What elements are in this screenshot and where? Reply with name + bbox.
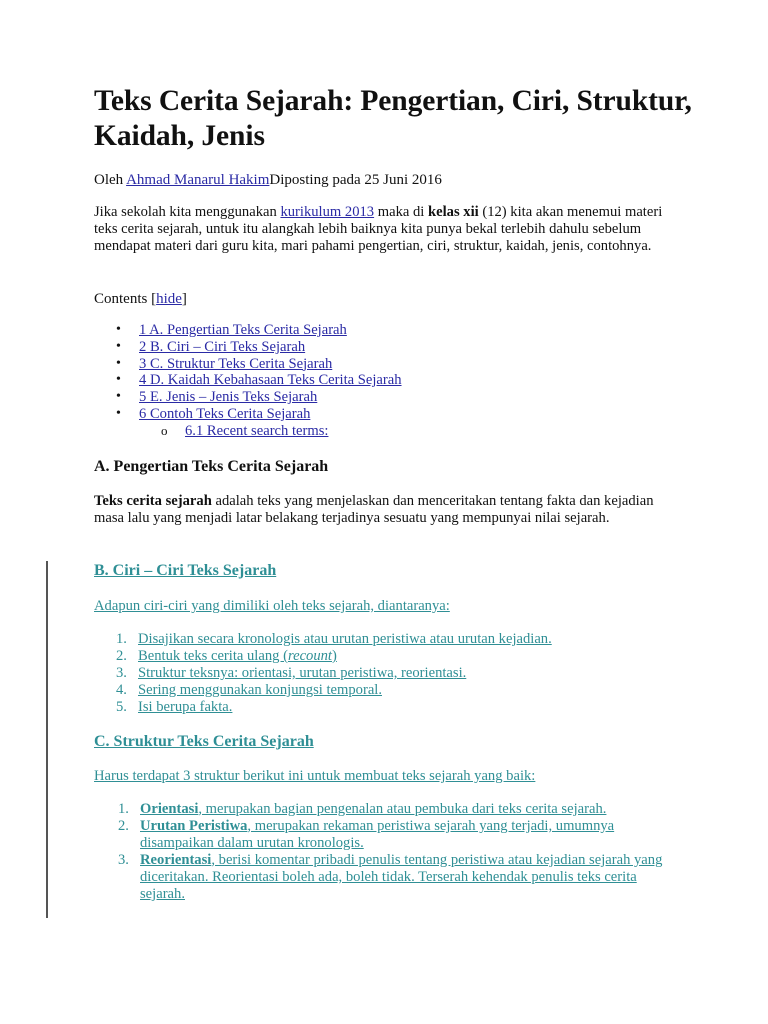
item-number: 1. (118, 801, 129, 817)
toc-link-2[interactable]: 2 B. Ciri – Ciri Teks Sejarah (139, 338, 306, 355)
change-bar (46, 561, 48, 918)
toc-link-5[interactable]: 5 E. Jenis – Jenis Teks Sejarah (139, 389, 318, 406)
ciri-list (116, 631, 676, 716)
author-link[interactable]: Ahmad Manarul Hakim (126, 172, 270, 188)
item-number: 1. (116, 631, 127, 647)
toc-item (94, 339, 402, 356)
item-text: Disajikan secara kronologis atau urutan peristiwa atau urutan kejadian. (138, 631, 552, 647)
item-text: Struktur teksnya: orientasi, urutan peristiwa, reorientasi. (138, 665, 467, 681)
toc-link-4[interactable]: 4 D. Kaidah Kebahasaan Teks Cerita Sejarah (139, 372, 402, 389)
ciri-item[interactable] (116, 631, 676, 648)
section-a-text: adalah teks yang menjelaskan dan menceritakan tentang fakta dan kejadian masa lalu yang menjadi latar belakang terjadinya sesuatu yang mempunyai nilai sejarah. (94, 493, 654, 527)
bullet-icon: • (116, 322, 121, 337)
bullet-icon: • (116, 355, 121, 371)
item-bold: Urutan Peristiwa (140, 818, 248, 834)
toc-item (94, 406, 402, 423)
circle-bullet-icon: o (161, 422, 168, 438)
toc-link-3[interactable]: 3 C. Struktur Teks Cerita Sejarah (139, 355, 333, 372)
ciri-item[interactable] (116, 699, 676, 716)
contents-header (94, 290, 187, 308)
intro-paragraph (94, 204, 684, 256)
bullet-icon: • (116, 405, 121, 421)
table-of-contents (94, 322, 402, 440)
ciri-item[interactable] (116, 665, 676, 682)
toc-item (94, 322, 402, 339)
item-number: 2. (118, 818, 129, 834)
byline (94, 171, 442, 189)
section-a-bold: Teks cerita sejarah (94, 493, 212, 509)
toc-link-1[interactable]: 1 A. Pengertian Teks Cerita Sejarah (139, 322, 347, 338)
struktur-item[interactable] (118, 801, 678, 818)
toc-link-6-1[interactable]: 6.1 Recent search terms: (185, 422, 329, 439)
posted-date: Diposting pada 25 Juni 2016 (269, 172, 442, 188)
ciri-item[interactable] (116, 648, 676, 665)
struktur-list (118, 801, 678, 903)
ciri-item[interactable] (116, 682, 676, 699)
contents-bracket: ] (181, 291, 187, 307)
kurikulum-link[interactable]: kurikulum 2013 (280, 204, 375, 220)
toc-item (94, 372, 402, 389)
item-text-after: ) (332, 648, 337, 664)
struktur-item[interactable] (118, 818, 678, 852)
item-text: , berisi komentar pribadi penulis tentang peristiwa atau kejadian sejarah yang diceritakan. Reorientasi boleh ada, boleh tidak. Terserah kehendak penulis teks cerita sejarah. (140, 852, 663, 902)
bullet-icon: • (116, 389, 121, 405)
section-a-paragraph (94, 493, 684, 527)
item-text: Isi berupa fakta. (138, 699, 233, 715)
item-text: Sering menggunakan konjungsi temporal. (138, 682, 382, 698)
hide-toggle-link[interactable]: hide (156, 291, 182, 307)
bullet-icon: • (116, 338, 121, 354)
item-text: , merupakan bagian pengenalan atau pembuka dari teks cerita sejarah. (198, 801, 607, 817)
toc-item (94, 389, 402, 406)
intro-text-3: (12) kita akan menemui materi teks cerita sejarah, untuk itu alangkah lebih baiknya kita punya bekal terlebih dahulu sebelum mendapat materi dari guru kita, mari pahami pengertian, ciri, struktur, kaidah, jenis, contohnya. (94, 204, 663, 255)
section-c-heading[interactable]: C. Struktur Teks Cerita Sejarah (94, 733, 314, 750)
intro-text-1: Jika sekolah kita menggunakan (94, 204, 281, 220)
intro-bold: kelas xii (428, 204, 479, 220)
toc-subitem (94, 423, 402, 440)
item-bold: Reorientasi (140, 852, 212, 868)
contents-label: Contents [ (94, 291, 157, 307)
section-b-intro[interactable]: Adapun ciri-ciri yang dimiliki oleh teks sejarah, diantaranya: (94, 598, 450, 614)
item-number: 5. (116, 699, 127, 715)
item-italic: recount (287, 648, 332, 664)
item-text: Bentuk teks cerita ulang ( (138, 648, 288, 664)
byline-prefix: Oleh (94, 172, 127, 188)
item-number: 2. (116, 648, 127, 664)
bullet-icon: • (116, 372, 121, 388)
intro-text-2: maka di (374, 204, 428, 220)
section-c-intro[interactable]: Harus terdapat 3 struktur berikut ini untuk membuat teks sejarah yang baik: (94, 768, 536, 784)
section-b-heading[interactable]: B. Ciri – Ciri Teks Sejarah (94, 562, 277, 579)
item-number: 3. (118, 852, 129, 868)
toc-link-6[interactable]: 6 Contoh Teks Cerita Sejarah (139, 405, 311, 422)
page-title: Teks Cerita Sejarah: Pengertian, Ciri, Struktur, Kaidah, Jenis (94, 85, 692, 152)
struktur-item[interactable] (118, 852, 678, 903)
item-text: , merupakan rekaman peristiwa sejarah yang terjadi, umumnya disampaikan dalam urutan kronologis. (140, 818, 615, 851)
toc-item (94, 356, 402, 373)
item-number: 3. (116, 665, 127, 681)
item-number: 4. (116, 682, 127, 698)
section-a-heading: A. Pengertian Teks Cerita Sejarah (94, 458, 329, 475)
item-bold: Orientasi (140, 801, 199, 817)
